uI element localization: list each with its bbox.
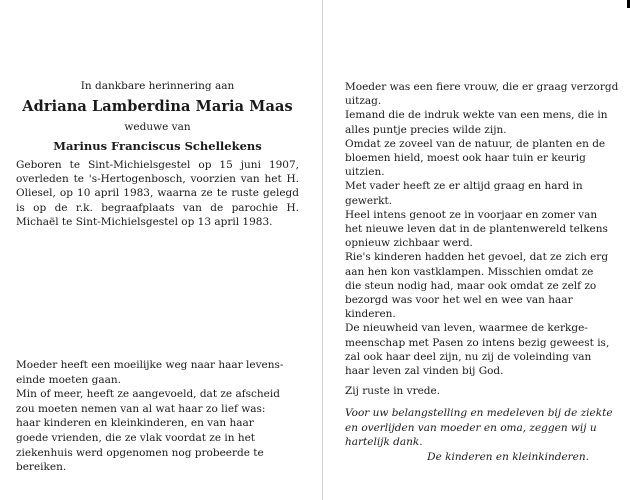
text-line: Heel intens genoot ze in voorjaar en zomer van	[345, 208, 598, 221]
text-line: einde moeten gaan.	[16, 373, 121, 386]
text-line: Voor uw belangstelling en medeleven bij de ziekte	[345, 407, 613, 419]
text-line: alles puntje precies wilde zijn.	[345, 123, 507, 136]
text-line: haar leven zal vinden bij God.	[345, 365, 504, 378]
text-line: Met vader heeft ze er altijd graag en hard in	[345, 180, 583, 193]
text-line: Iemand die de indruk wekte van een mens, die in	[345, 109, 608, 122]
husband-name: Marinus Franciscus Schellekens	[53, 139, 262, 153]
deceased-name: Adriana Lamberdina Maria Maas	[22, 98, 293, 115]
text-line: zou moeten nemen van al wat haar zo lief was:	[16, 402, 266, 415]
text-line: Min of meer, heeft ze aangevoeld, dat ze afscheid	[16, 388, 280, 401]
text-line: aan hen kon vastklampen. Misschien omdat ze	[345, 265, 594, 278]
text-line: bereiken.	[16, 461, 67, 474]
text-line: uitzag.	[345, 95, 382, 108]
text-line: en overlijden van moeder en oma, zeggen wij u	[345, 421, 597, 434]
text-line: bezorgd was voor het wel en wee van haar	[345, 294, 573, 307]
text-line: haar kinderen en kleinkinderen, en van haar	[16, 417, 254, 430]
right-panel	[345, 0, 619, 500]
text-line: bloemen hield, moest ook haar tuin er keurig	[345, 152, 586, 165]
text-line: Moeder was een fiere vrouw, die er graag verzorgd	[345, 81, 619, 93]
biography-paragraph: Geboren te Sint-Michielsgestel op 15 juni 1907, overleden te 's-Hertogenbosch, voorzien van het H. Oliesel, op 10 april 1983, waarna ze te ruste gelegd is op de r.k. begraafplaats van de parochie H. Michaël te Sint-Michielsgestel op 13 april 1983.	[16, 159, 299, 228]
thanks-text	[345, 406, 613, 450]
text-line: meenschap met Pasen zo intens bezig geweest is,	[345, 336, 610, 349]
text-line: hartelijk dank.	[345, 436, 423, 449]
text-line: kinderen.	[345, 308, 396, 321]
text-line: Rie's kinderen hadden het gevoel, dat ze zich erg	[345, 251, 609, 264]
text-line: die steun nodig had, maar ook omdat ze zelf zo	[345, 279, 597, 292]
text-line: het nieuwe leven dat in de plantenwereld telkens	[345, 223, 608, 236]
text-line: zal ook haar deel zijn, nu zij de voleinding van	[345, 350, 592, 363]
memorial-text-right	[345, 80, 619, 398]
text-line: uitzien.	[345, 166, 385, 179]
fold-divider	[322, 0, 323, 500]
widow-label: weduwe van	[124, 121, 191, 133]
left-panel	[16, 0, 299, 500]
text-line: Zij ruste in vrede.	[345, 385, 441, 398]
family-signature: De kinderen en kleinkinderen.	[427, 451, 589, 463]
text-line: Moeder heeft een moeilijke weg naar haar levens-	[16, 359, 284, 371]
memorial-text-left	[16, 358, 299, 475]
text-line: ziekenhuis werd opgenomen nog probeerde te	[16, 446, 264, 459]
text-line: De nieuwheid van leven, waarmee de kerkge-	[345, 322, 588, 335]
text-line: gewerkt.	[345, 194, 393, 207]
text-line: Omdat ze zoveel van de natuur, de planten en de	[345, 137, 606, 150]
text-line: opnieuw zichbaar werd.	[345, 237, 473, 250]
text-line: goede vrienden, die ze vlak voordat ze in het	[16, 431, 256, 444]
intro-text: In dankbare herinnering aan	[80, 80, 235, 92]
